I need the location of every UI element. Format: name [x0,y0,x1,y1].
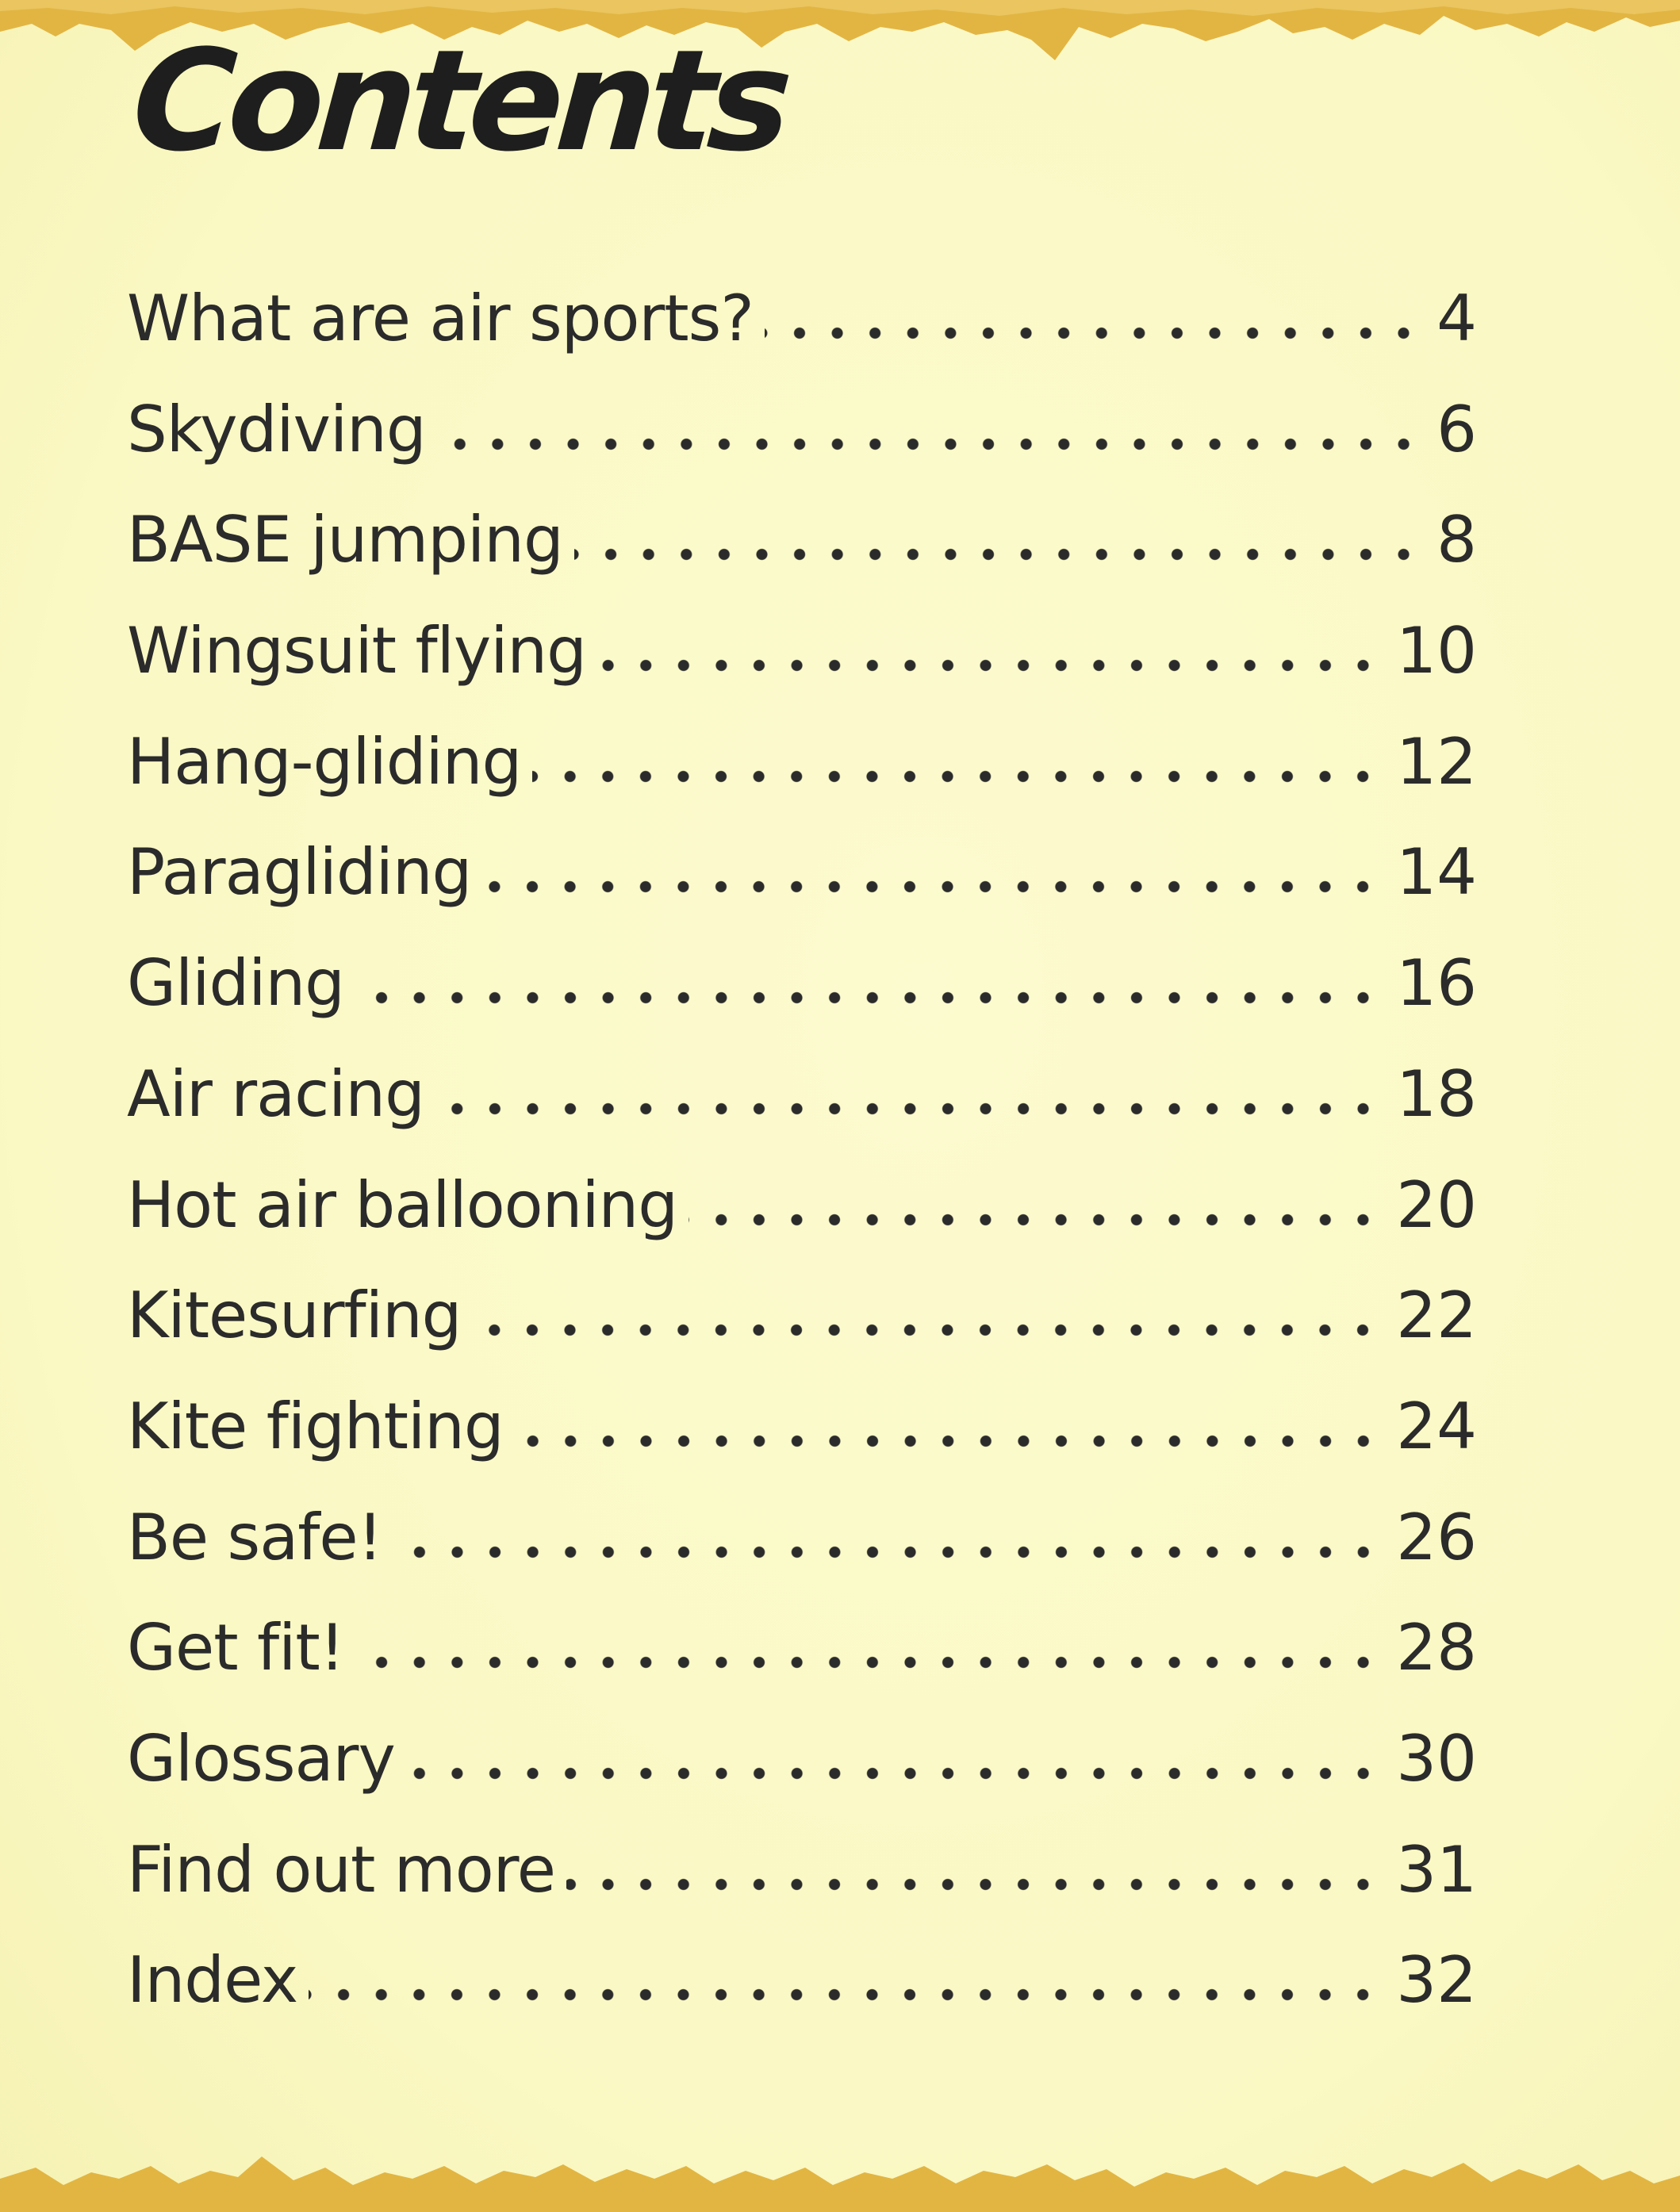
table-of-contents [127,282,1477,2054]
toc-entry-page-number: 31 [1396,1832,1477,1907]
dot-leader [435,1102,1382,1116]
dot-leader [532,769,1382,784]
toc-entry-page-number: 18 [1396,1056,1477,1131]
toc-entry-title: Hot air ballooning [127,1167,678,1242]
toc-entry-title: Gliding [127,946,344,1021]
toc-entry[interactable] [127,725,1477,836]
toc-entry-page-number: 32 [1396,1943,1477,2018]
toc-entry-title: Index [127,1943,298,2018]
toc-entry-title: What are air sports? [127,282,754,355]
toc-entry-page-number: 4 [1436,282,1477,355]
toc-entry-title: Glossary [127,1721,395,1796]
toc-entry[interactable] [127,1057,1477,1168]
dot-leader [482,880,1382,894]
toc-entry-title: Hang-gliding [127,724,522,799]
toc-entry-title: Get fit! [127,1611,344,1685]
toc-entry[interactable] [127,614,1477,725]
dot-leader [765,326,1422,340]
dot-leader [472,1323,1382,1337]
toc-entry-page-number: 22 [1396,1279,1477,1353]
torn-bottom-border [0,2125,1680,2212]
toc-entry-title: Kitesurfing [127,1279,462,1353]
toc-entry[interactable] [127,1722,1477,1833]
toc-entry-page-number: 8 [1436,503,1477,577]
dot-leader [437,437,1422,451]
toc-entry-title: Be safe! [127,1500,382,1574]
dot-leader [515,1434,1383,1448]
toc-entry-title: Find out more [127,1832,556,1907]
toc-entry-title: Paragliding [127,835,472,910]
toc-entry-page-number: 28 [1396,1611,1477,1685]
toc-entry-page-number: 20 [1396,1167,1477,1242]
dot-leader [393,1545,1383,1559]
toc-entry-page-number: 16 [1396,946,1477,1021]
toc-entry[interactable] [127,1168,1477,1279]
toc-entry[interactable] [127,1501,1477,1612]
toc-entry-title: Skydiving [127,392,426,466]
page-title: Contents [127,20,791,182]
dot-leader [597,658,1382,673]
toc-entry[interactable] [127,946,1477,1057]
dot-leader [309,1988,1382,2002]
toc-entry[interactable] [127,282,1477,393]
toc-entry-page-number: 24 [1396,1389,1477,1463]
dot-leader [566,1877,1382,1892]
toc-entry[interactable] [127,393,1477,504]
toc-entry-page-number: 26 [1396,1500,1477,1574]
toc-entry[interactable] [127,1611,1477,1722]
toc-entry[interactable] [127,1943,1477,2054]
dot-leader [355,991,1382,1005]
toc-entry-page-number: 10 [1396,614,1477,688]
toc-entry-title: BASE jumping [127,503,563,577]
dot-leader [574,547,1422,562]
toc-entry[interactable] [127,1279,1477,1390]
dot-leader [406,1766,1382,1781]
toc-entry[interactable] [127,1833,1477,1944]
toc-entry-page-number: 12 [1396,724,1477,799]
toc-entry[interactable] [127,1390,1477,1501]
dot-leader [688,1213,1382,1227]
toc-entry[interactable] [127,503,1477,614]
toc-entry-title: Kite fighting [127,1389,504,1463]
toc-entry-title: Air racing [127,1056,424,1131]
toc-entry-page-number: 6 [1436,392,1477,466]
toc-entry[interactable] [127,835,1477,946]
dot-leader [355,1655,1382,1670]
toc-entry-page-number: 30 [1396,1721,1477,1796]
toc-entry-page-number: 14 [1396,835,1477,910]
toc-entry-title: Wingsuit flying [127,614,586,688]
